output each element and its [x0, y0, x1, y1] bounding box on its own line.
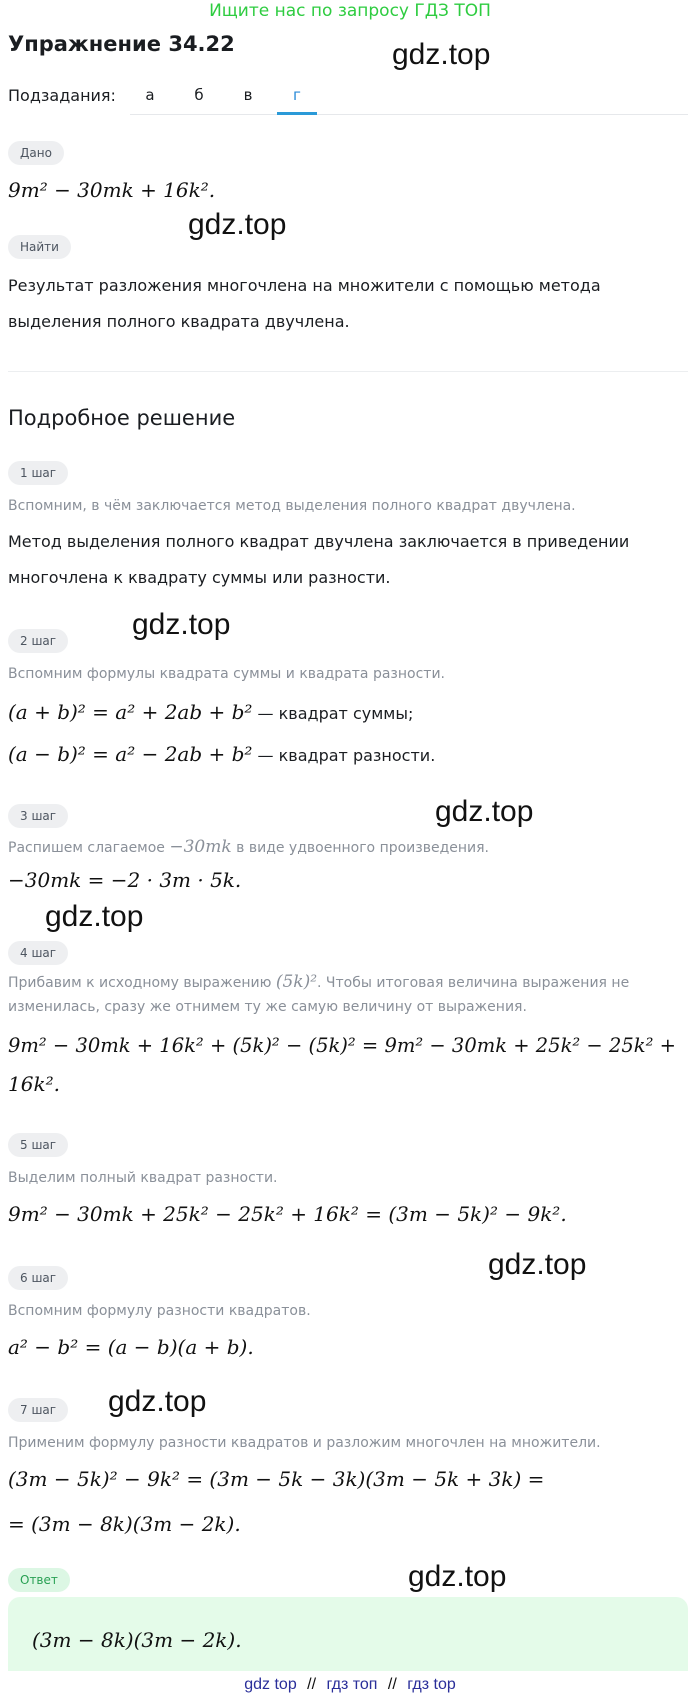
hint-text: в виде удвоенного произведения.	[236, 840, 490, 856]
active-tab-indicator	[277, 112, 317, 115]
formula-expression: (a + b)² = a² + 2ab + b²	[8, 700, 253, 724]
given-label: Дано	[8, 141, 64, 165]
footer-separator: //	[387, 1676, 397, 1693]
step-hint	[8, 970, 629, 996]
hint-math: −30mk	[169, 837, 232, 857]
hint-text: Прибавим к исходному выражению	[8, 975, 272, 991]
step-hint: Вспомним формулы квадрата суммы и квадрата разности.	[8, 666, 445, 682]
formula-expression: (a − b)² = a² − 2ab + b²	[8, 742, 253, 766]
tab-a[interactable]: а	[145, 86, 155, 104]
formula-square-sum	[8, 696, 413, 732]
step-expression: (3m − 5k)² − 9k² = (3m − 5k − 3k)(3m − 5k + 3k) =	[8, 1467, 545, 1491]
footer-link[interactable]: gdz top	[244, 1676, 297, 1693]
find-text-line2: выделения полного квадрата двучлена.	[8, 312, 350, 331]
find-text-line1: Результат разложения многочлена на множители с помощью метода	[8, 276, 601, 295]
step-expression: −30mk = −2 · 3m · 5k.	[8, 868, 242, 892]
step-expression: = (3m − 8k)(3m − 2k).	[8, 1512, 241, 1536]
step-expression: 16k².	[8, 1072, 60, 1096]
watermark: gdz.top	[392, 38, 491, 71]
watermark: gdz.top	[45, 900, 144, 933]
footer-link[interactable]: гдз top	[407, 1676, 456, 1693]
watermark: gdz.top	[488, 1248, 587, 1281]
step-label: 7 шаг	[8, 1398, 68, 1422]
watermark: gdz.top	[188, 208, 287, 241]
step-hint: Применим формулу разности квадратов и разложим многочлен на множители.	[8, 1435, 601, 1451]
find-label: Найти	[8, 235, 71, 259]
tab-v[interactable]: в	[243, 86, 253, 104]
watermark: gdz.top	[132, 608, 231, 641]
section-divider	[8, 371, 688, 372]
hint-text: . Чтобы итоговая величина выражения не	[317, 975, 630, 991]
step-expression: 9m² − 30mk + 16k² + (5k)² − (5k)² = 9m² − 30mk + 25k² − 25k² +	[8, 1034, 676, 1057]
hint-math: (5k)²	[275, 972, 318, 992]
hint-text: Распишем слагаемое	[8, 840, 165, 856]
step-expression: a² − b² = (a − b)(a + b).	[8, 1335, 254, 1359]
step-hint: Вспомним, в чём заключается метод выделения полного квадрат двучлена.	[8, 498, 576, 514]
footer-link[interactable]: гдз топ	[326, 1676, 378, 1693]
search-banner: Ищите нас по запросу ГДЗ ТОП	[209, 1, 491, 21]
footer-separator: //	[307, 1676, 317, 1693]
given-expression: 9m² − 30mk + 16k².	[8, 178, 216, 202]
step-text: многочлена к квадрату суммы или разности.	[8, 568, 391, 587]
step-expression: 9m² − 30mk + 25k² − 25k² + 16k² = (3m − 5k)² − 9k².	[8, 1202, 567, 1226]
step-label: 1 шаг	[8, 461, 68, 485]
watermark: gdz.top	[108, 1385, 207, 1418]
step-text: Метод выделения полного квадрат двучлена заключается в приведении	[8, 532, 630, 551]
tab-b[interactable]: б	[194, 86, 204, 104]
step-hint: Выделим полный квадрат разности.	[8, 1170, 278, 1186]
watermark: gdz.top	[435, 795, 534, 828]
formula-caption: — квадрат суммы;	[257, 704, 414, 723]
step-label: 2 шаг	[8, 629, 68, 653]
step-hint-line2: изменилась, сразу же отнимем ту же самую величину от выражения.	[8, 999, 527, 1015]
formula-caption: — квадрат разности.	[257, 746, 436, 765]
step-label: 6 шаг	[8, 1266, 68, 1290]
watermark: gdz.top	[408, 1560, 507, 1593]
tab-g[interactable]: г	[293, 86, 301, 104]
page-title: Упражнение 34.22	[8, 32, 235, 56]
step-hint	[8, 835, 489, 861]
answer-expression: (3m − 8k)(3m − 2k).	[32, 1628, 242, 1652]
footer-links	[0, 1673, 700, 1701]
step-label: 3 шаг	[8, 804, 68, 828]
answer-label: Ответ	[8, 1568, 70, 1592]
step-hint: Вспомним формулу разности квадратов.	[8, 1303, 311, 1319]
solution-title: Подробное решение	[8, 406, 236, 430]
subtasks-label: Подзадания:	[8, 86, 116, 105]
tabs-divider	[130, 114, 688, 115]
step-label: 5 шаг	[8, 1133, 68, 1157]
step-label: 4 шаг	[8, 941, 68, 965]
formula-square-diff	[8, 738, 435, 774]
